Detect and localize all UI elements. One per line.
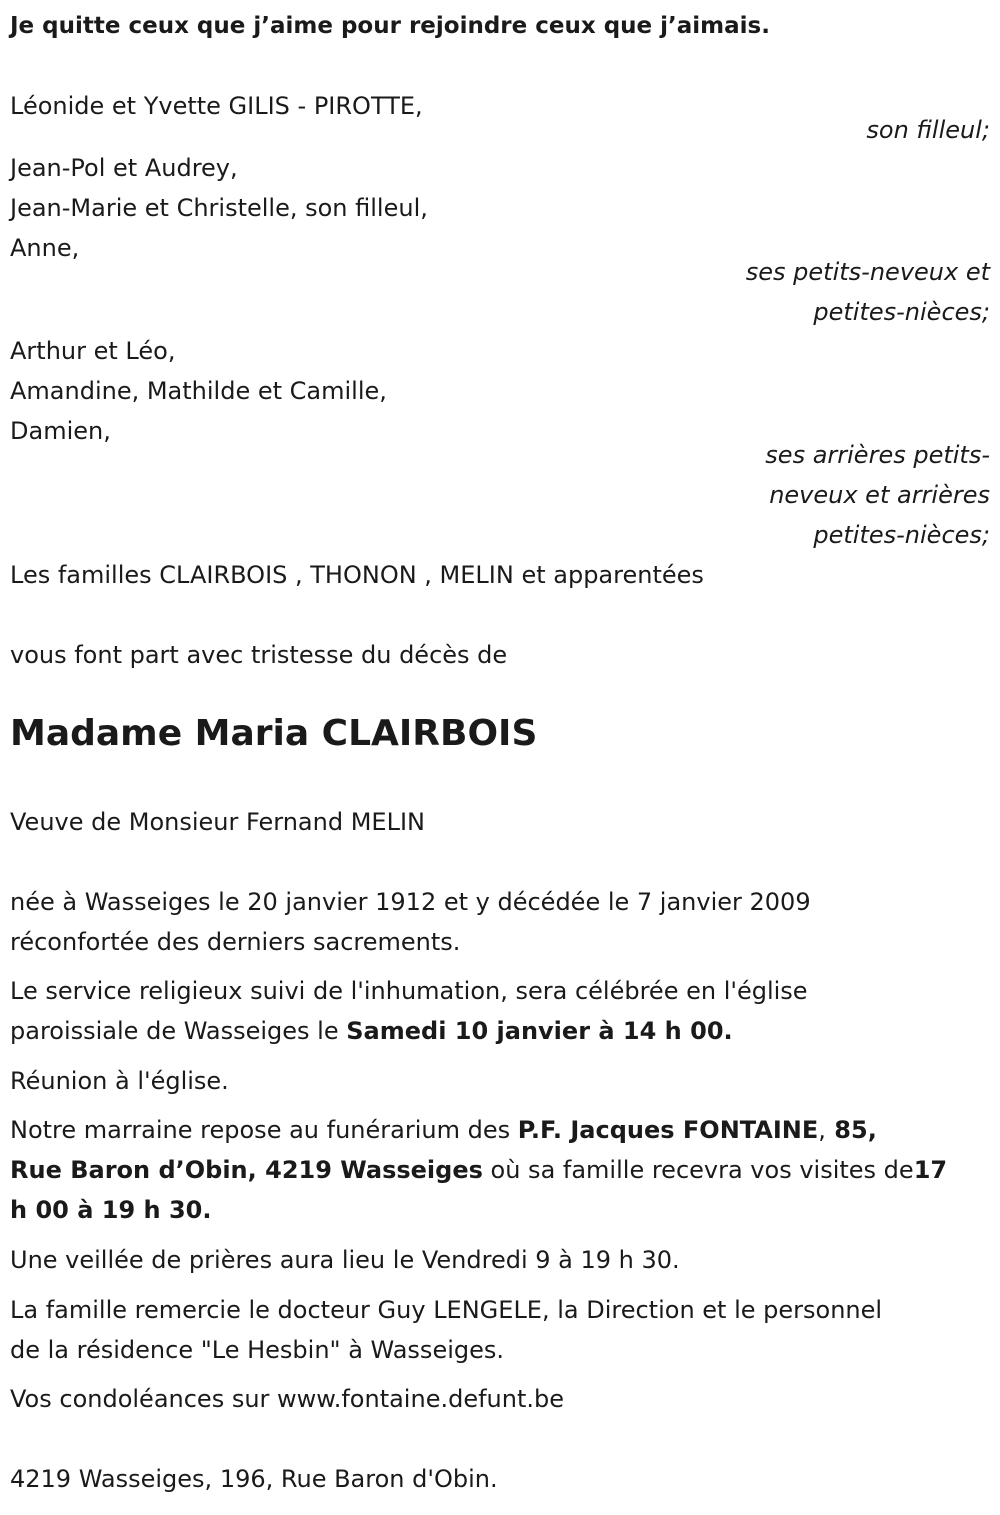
- families-line: Les familles CLAIRBOIS , THONON , MELIN et apparentées: [10, 561, 704, 589]
- grandnephews-role-2: petites-nièces;: [813, 298, 990, 326]
- grandnephew-line-1: Jean-Pol et Audrey,: [10, 154, 238, 182]
- announcement: vous font part avec tristesse du décès de: [10, 641, 508, 669]
- vigil-text: Une veillée de prières aura lieu le Vendredi 9 à 19 h 30.: [10, 1246, 680, 1274]
- thanks-line-2: de la résidence "Le Hesbin" à Wasseiges.: [10, 1336, 505, 1364]
- grandnephews-role-1: ses petits-neveux et: [745, 258, 990, 286]
- sacraments: réconfortée des derniers sacrements.: [10, 928, 461, 956]
- greatgrandnephew-line-2: Amandine, Mathilde et Camille,: [10, 377, 387, 405]
- greatgrandnephews-role-1: ses arrières petits-: [765, 441, 990, 469]
- deceased-name: Madame Maria CLAIRBOIS: [10, 713, 538, 754]
- funeral-home-comma: ,: [818, 1116, 826, 1144]
- meeting-text: Réunion à l'église.: [10, 1067, 229, 1095]
- greatgrandnephews-role-3: petites-nièces;: [813, 521, 990, 549]
- funeral-home-number: 85,: [825, 1116, 877, 1144]
- funeral-home-name: P.F. Jacques FONTAINE: [517, 1116, 819, 1144]
- motto: Je quitte ceux que j’aime pour rejoindre ceux que j’aimais.: [10, 13, 770, 39]
- birth-death-dates: née à Wasseiges le 20 janvier 1912 et y décédée le 7 janvier 2009: [10, 888, 811, 916]
- greatgrandnephews-role-2: neveux et arrières: [769, 481, 990, 509]
- service-line-1: Le service religieux suivi de l'inhumation, sera célébrée en l'église: [10, 977, 808, 1005]
- godparents-role: son filleul;: [866, 116, 990, 144]
- funeral-home-address: Rue Baron d’Obin, 4219 Wasseiges: [10, 1156, 483, 1184]
- condolences-link-text: Vos condoléances sur www.fontaine.defunt.be: [10, 1385, 564, 1413]
- funeral-home-line-1: [10, 1110, 877, 1150]
- widow-of: Veuve de Monsieur Fernand MELIN: [10, 808, 425, 836]
- thanks-line-1: La famille remercie le docteur Guy LENGELE, la Direction et le personnel: [10, 1296, 883, 1324]
- grandnephew-line-3: Anne,: [10, 234, 80, 262]
- funeral-home-hours: h 00 à 19 h 30.: [10, 1196, 212, 1224]
- grandnephew-line-2: Jean-Marie et Christelle, son filleul,: [10, 194, 428, 222]
- funeral-home-prefix: Notre marraine repose au funérarium des: [10, 1116, 518, 1144]
- service-date: Samedi 10 janvier à 14 h 00.: [346, 1017, 733, 1045]
- godparents-names: Léonide et Yvette GILIS - PIROTTE,: [10, 92, 423, 120]
- service-line-2: [10, 1011, 733, 1051]
- greatgrandnephew-line-1: Arthur et Léo,: [10, 337, 176, 365]
- funeral-home-hours-start: 17: [913, 1156, 948, 1184]
- service-prefix: paroissiale de Wasseiges le: [10, 1017, 347, 1045]
- greatgrandnephew-line-3: Damien,: [10, 417, 111, 445]
- funeral-home-line-2: [10, 1150, 947, 1190]
- funeral-home-visits: où sa famille recevra vos visites de: [482, 1156, 914, 1184]
- address: 4219 Wasseiges, 196, Rue Baron d'Obin.: [10, 1465, 498, 1493]
